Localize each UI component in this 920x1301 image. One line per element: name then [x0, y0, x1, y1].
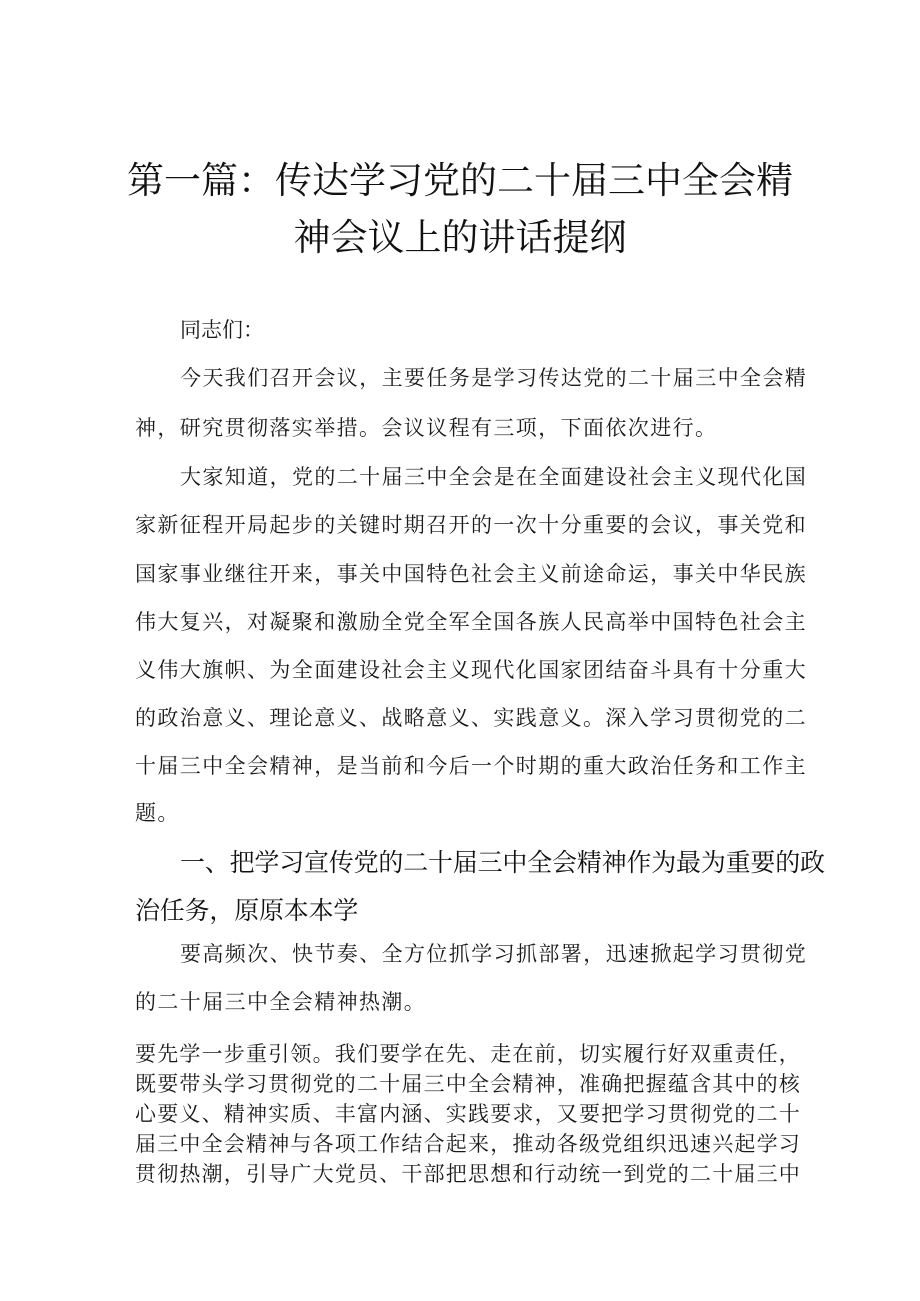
document-title-line-1: 第一篇：传达学习党的二十届三中全会精: [127, 159, 793, 202]
paragraph-line: 今天我们召开会议，主要任务是学习传达党的二十届三中全会精: [180, 366, 808, 390]
paragraph-line: 题。: [135, 801, 180, 825]
paragraph-line: 神，研究贯彻落实举措。会议议程有三项，下面依次进行。: [135, 416, 718, 440]
paragraph-line: 义伟大旗帜、为全面建设社会主义现代化国家团结奋斗具有十分重大: [135, 658, 807, 682]
paragraph-line: 大家知道，党的二十届三中全会是在全面建设社会主义现代化国: [180, 465, 808, 489]
paragraph-line: 贯彻热潮，引导广大党员、干部把思想和行动统一到党的二十届三中: [135, 1162, 801, 1186]
paragraph-line: 的政治意义、理论意义、战略意义、实践意义。深入学习贯彻党的二: [135, 706, 807, 730]
paragraph-line: 要高频次、快节奏、全方位抓学习抓部署，迅速掀起学习贯彻党: [180, 942, 808, 966]
paragraph-line: 十届三中全会精神，是当前和今后一个时期的重大政治任务和工作主: [135, 754, 807, 778]
section-heading-line: 一、把学习宣传党的二十届三中全会精神作为最为重要的政: [180, 848, 825, 877]
paragraph-line: 届三中全会精神与各项工作结合起来，推动各级党组织迅速兴起学习: [135, 1132, 801, 1156]
paragraph-line: 的二十届三中全会精神热潮。: [135, 990, 427, 1014]
paragraph-line: 要先学一步重引领。我们要学在先、走在前，切实履行好双重责任，: [135, 1042, 801, 1066]
paragraph-line: 国家事业继往开来，事关中国特色社会主义前途命运，事关中华民族: [135, 562, 807, 586]
paragraph-line: 既要带头学习贯彻党的二十届三中全会精神，准确把握蕴含其中的核: [135, 1072, 801, 1096]
salutation: 同志们：: [180, 318, 264, 342]
document-title-line-2: 神会议上的讲话提纲: [293, 216, 627, 259]
paragraph-line: 家新征程开局起步的关键时期召开的一次十分重要的会议，事关党和: [135, 513, 807, 537]
section-heading-line: 治任务，原原本本学: [135, 896, 359, 925]
paragraph-line: 伟大复兴，对凝聚和激励全党全军全国各族人民高举中国特色社会主: [135, 610, 807, 634]
paragraph-line: 心要义、精神实质、丰富内涵、实践要求，又要把学习贯彻党的二十: [135, 1102, 801, 1126]
